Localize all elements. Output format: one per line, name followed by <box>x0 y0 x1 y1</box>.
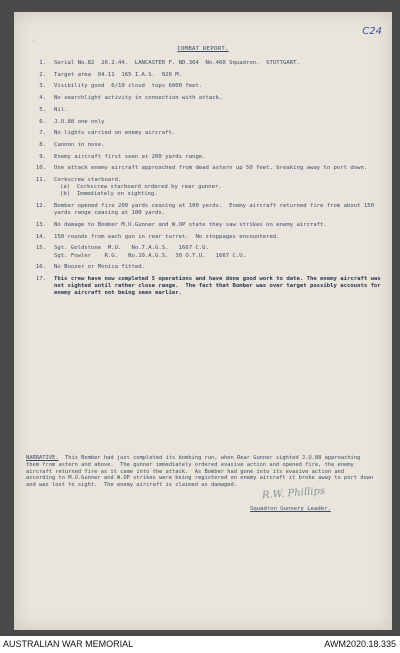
footer-accession-number: AWM2020.18.335 <box>324 639 396 649</box>
narrative-text: This Bomber had just completed its bombing run, when Rear Gunner sighted J.U.88 approaching them from astern and above. The gunner immediately ordered evasive action and opened fire, the enemy aircraft returned fire as it came into the attack. As Bomber had gone into its evasive action and according to M.U.Gunner and W.OP strikes were being registered on enemy aircraft it broke away to port down and was lost to sight. The enemy aircraft is claimed as damaged. <box>26 455 377 489</box>
footer <box>0 636 400 653</box>
item-number: 7. <box>39 130 46 137</box>
item-number: 15. <box>35 245 46 252</box>
report-item <box>26 119 382 126</box>
report-item <box>26 234 382 241</box>
item-main-text: J.U.88 one only <box>54 118 105 125</box>
document-sheet <box>14 12 392 630</box>
item-number: 2. <box>39 71 46 78</box>
item-main-text: Enemy aircraft first seen at 200 yards range. <box>54 153 206 160</box>
item-text <box>54 203 382 217</box>
item-text <box>54 222 382 229</box>
item-main-text: Corkscrew starboard. <box>54 177 122 184</box>
item-text <box>54 276 385 298</box>
item-text <box>54 107 382 114</box>
item-number: 12. <box>35 203 46 210</box>
item-number: 10. <box>35 165 46 172</box>
item-subpoint: (b) Immediately on sighting. <box>60 191 158 198</box>
item-main-text: Visibility good 6/10 cloud tops 6000 feet. <box>54 83 203 90</box>
item-subpoint: (a) Corkscrew starboard ordered by rear gunner. <box>60 184 222 191</box>
item-main-text: No searchlight activity in connection with attack. <box>54 95 223 102</box>
report-item <box>26 276 385 298</box>
report-item <box>26 245 382 259</box>
item-number: 5. <box>39 106 46 113</box>
report-item <box>26 264 382 271</box>
item-main-text: 150 rounds from each gun in rear turret. No stoppages encountered. <box>54 233 280 240</box>
report-item <box>26 130 382 137</box>
item-number: 14. <box>35 233 46 240</box>
item-number: 3. <box>39 83 46 90</box>
item-main-text: No Boozer or Monica fitted. <box>54 264 145 271</box>
item-text <box>54 83 382 90</box>
report-item <box>26 165 382 172</box>
item-text <box>54 119 382 126</box>
item-text <box>54 142 382 149</box>
item-main-text: Target area 04.11 165 I.A.S. 020 M. <box>54 71 182 78</box>
item-text <box>54 245 382 259</box>
report-item <box>26 60 382 67</box>
report-items <box>26 60 385 302</box>
item-number: 17. <box>35 276 46 283</box>
signoff-title: Squadron Gunnery Leader. <box>250 506 331 512</box>
item-main-text: Nil. <box>54 106 68 113</box>
item-number: 11. <box>35 177 46 184</box>
report-item <box>26 177 382 199</box>
report-item <box>26 95 382 102</box>
item-main-text: One attack enemy aircraft approached from dead astern up 50 feet, breaking away to port down. <box>54 165 368 172</box>
report-item <box>26 142 382 149</box>
report-item <box>26 83 382 90</box>
item-number: 1. <box>39 60 46 66</box>
report-title: COMBAT REPORT. <box>177 46 229 52</box>
report-item <box>26 154 382 161</box>
item-main-text: Serial No.82 20.2.44. LANCASTER F. ND.364 No.460 Squadron. STUTTGART. <box>54 60 300 66</box>
item-text <box>54 130 382 137</box>
item-number: 6. <box>39 118 46 125</box>
archive-code: C24 <box>362 26 382 37</box>
margin-mark: ᐧ <box>32 36 35 45</box>
item-text <box>54 95 382 102</box>
item-text <box>54 72 382 79</box>
item-main-text: Sgt. Goldstone M.U. No.7.A.G.S. 1667 C.U. Sgt. Fowler R.G. No.10.A.G.S. 30 O.T.U. 1667 C.U. <box>54 245 246 259</box>
item-text <box>54 264 382 271</box>
item-number: 4. <box>39 95 46 102</box>
item-text <box>54 234 382 241</box>
item-number: 13. <box>35 222 46 229</box>
item-main-text: No lights carried on enemy aircraft. <box>54 130 176 137</box>
narrative-heading: NARRATIVE. <box>26 455 59 461</box>
item-main-text: Cannon in nose. <box>54 141 105 148</box>
narrative <box>26 455 377 489</box>
report-item <box>26 222 382 229</box>
item-number: 8. <box>39 141 46 148</box>
item-main-text: This crew have now completed 5 operations and have done good work to date. The enemy aircraft was not sighted until rather close range. The fact that Bomber was over target possibly accounts for enemy aircraft not being seen earlier. <box>54 276 385 297</box>
item-main-text: Bomber opened fire 200 yards ceasing at 100 yards. Enemy aircraft returned fire from about 150 yards range ceasing at 100 yards. <box>54 203 378 217</box>
item-text <box>54 165 382 172</box>
item-number: 16. <box>35 264 46 271</box>
report-item <box>26 107 382 114</box>
item-text <box>54 177 382 199</box>
report-item <box>26 72 382 79</box>
item-number: 9. <box>39 153 46 160</box>
item-main-text: No damage to Bomber M.U.Gunner and W.OP state they saw strikes on enemy aircraft. <box>54 222 327 229</box>
handwritten-signature: R.W. Phillips <box>261 485 326 502</box>
item-text <box>54 154 382 161</box>
report-item <box>26 203 382 217</box>
footer-institution: AUSTRALIAN WAR MEMORIAL <box>3 639 134 649</box>
item-text <box>54 60 382 67</box>
